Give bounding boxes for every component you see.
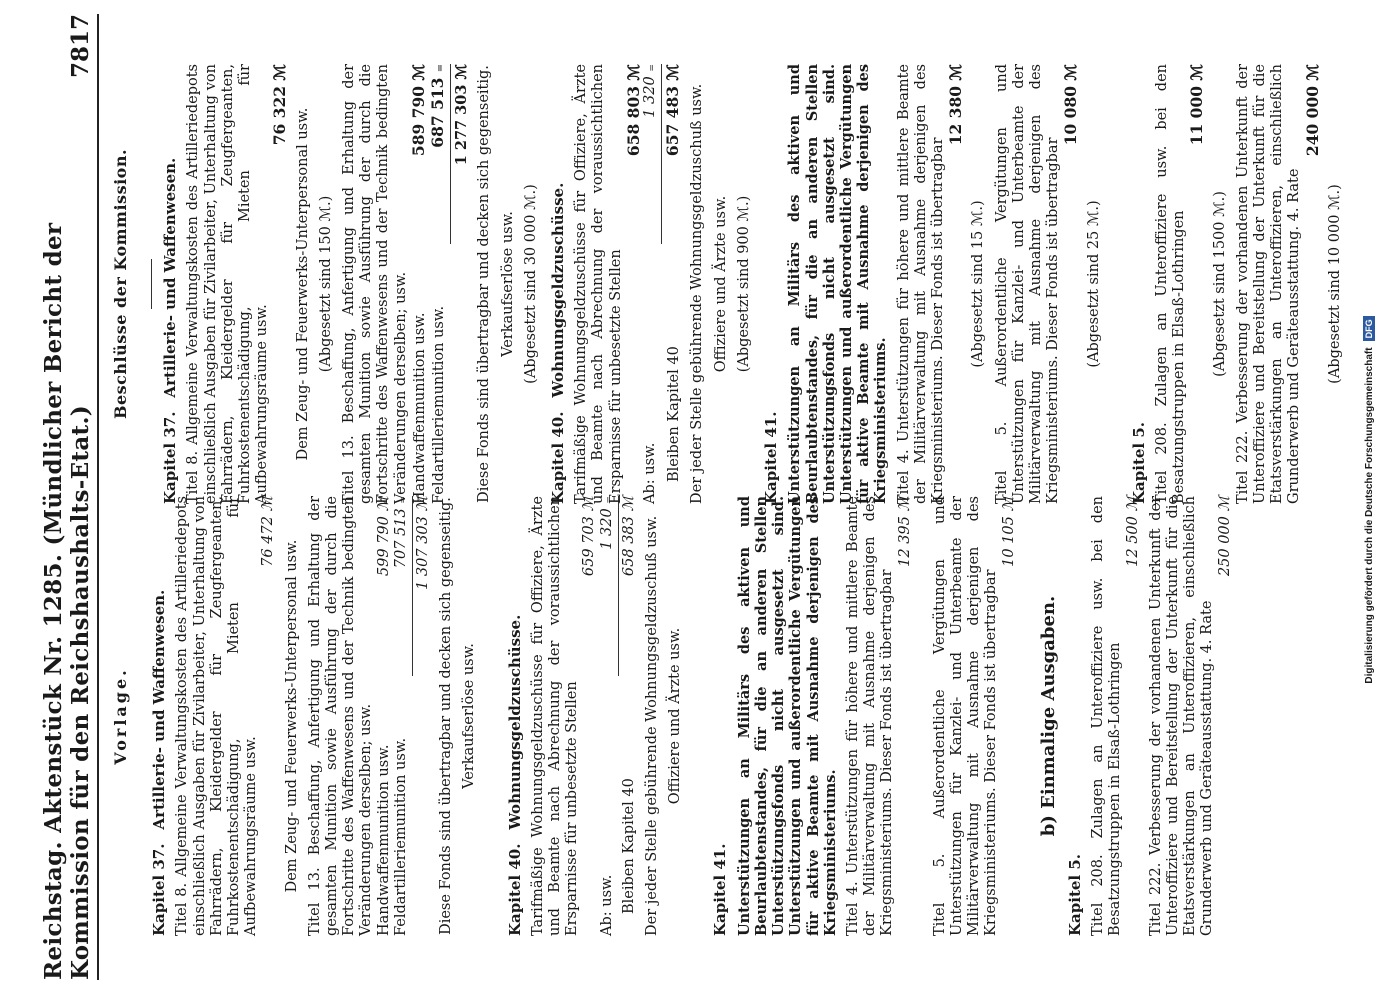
note: Verkaufserlöse usw. (499, 211, 516, 357)
running-header (40, 14, 99, 980)
note: Der jeder Stelle gebührende Wohnungsgeldzuschuß usw. (689, 83, 706, 504)
note: (Abgesetzt sind 150 ℳ.) (317, 195, 334, 373)
note: (Abgesetzt sind 1500 ℳ.) (1211, 191, 1228, 377)
note: Verkaufserlöse usw. (461, 643, 478, 789)
chapter-heading: Kapitel 5. (1065, 854, 1084, 936)
note: (Abgesetzt sind 30 000 ℳ.) (522, 184, 539, 384)
kapitel-40-text: Tarifmäßige Wohnungsgeldzuschüsse für Offiziere, Ärzte und Beamte nach Abrechnung der voraussichtlichen Ersparnisse für unbesetzte Stellen 658 803 ℳ Ab: usw. 1 320 ₌ Bleiben Kapitel 40 657 483 ℳ (573, 64, 683, 504)
titel-208: Titel 208. Zulagen an Unteroffiziere usw. bei den Besatzungstruppen in Elsaß-Lothringen 12 500 ℳ (1090, 496, 1141, 936)
column-heading: Beschlüsse der Kommission. (111, 148, 130, 420)
section-heading: b) Einmalige Ausgaben. (1037, 595, 1059, 837)
credit-text: Digitalisierung gefördert durch die Deutsche Forschungsgemeinschaft (1363, 347, 1375, 684)
titel-222: Titel 222. Verbesserung der vorhandenen Unterkunft der Unteroffiziere und Bereitstellung der Unterkunft für die Etatsverstärkungen an Unteroffizieren, einschließlich Grunderwerb und Geräteausstattung. 4. Rate 240 000 ℳ (1234, 64, 1322, 504)
sum-rule (450, 64, 451, 244)
column-heading: Vorlage. (111, 667, 130, 765)
note: Diese Fonds sind übertragbar und decken sich gegenseitig. (438, 497, 455, 935)
page-title: Reichstag. Aktenstück Nr. 1285. (Mündlicher Bericht der Kommission für den Reichshaushalts-Etat.) (40, 222, 94, 980)
chapter-heading: Kapitel 37.Artillerie- und Waffenwesen. (161, 157, 180, 504)
note: (Abgesetzt sind 10 000 ℳ.) (1326, 184, 1343, 384)
chapter-heading: Kapitel 5. (1129, 422, 1148, 504)
note: (Abgesetzt sind 15 ℳ.) (970, 200, 987, 368)
chapter-heading: Kapitel 41. (711, 843, 730, 936)
note: Diese Fonds sind übertragbar und decken sich gegenseitig. (476, 65, 493, 503)
titel-208: Titel 208. Zulagen an Unteroffiziere usw. bei den Besatzungstruppen in Elsaß-Lothringen 11 000 ℳ (1153, 64, 1207, 504)
titel-8: Titel 8. Allgemeine Verwaltungskosten des Artilleriedepots einschließlich Ausgaben für Zivilarbeiter, Unterhaltung von Fahrrädern, Kleidergelder für Zeugfergeanten, Fuhrkostenentschädigung, Mieten für Aufbewahrungsräume usw. 76 322 ℳ (185, 64, 290, 504)
titel-13: Titel 13. Beschaffung, Anfertigung und Erhaltung der gesamten Munition sowie Ausführung der durch die Fortschritte des Waffenwesens und der Technik bedingten Veränderungen derselben; usw. Handwaffenmunition usw. 599 790 ℳ Feldartilleriemunition usw. 707 513 ₌ 1 307 303 ℳ (306, 496, 432, 936)
note: Dem Zeug- und Feuerwerks-Unterpersonal usw. (283, 539, 300, 893)
titel-5: Titel 5. Außerordentliche Vergütungen und Unterstützungen für Kanzlei- und Unterbeamte der Militärverwaltung mit Ausnahme derjenigen des Kriegsministeriums. Dieser Fonds ist übertragbar 10 105 ℳ (931, 496, 1017, 936)
titel-4: Titel 4. Unterstützungen für höhere und mittlere Beamte der Militärverwaltung mit Ausnahme derjenigen des Kriegsministeriums. Dieser Fonds ist übertragbar 12 380 ℳ (895, 64, 966, 504)
titel-13: Titel 13. Beschaffung, Anfertigung und Erhaltung der gesamten Munition sowie Ausführung der durch die Fortschritte des Waffenwesens und der Technik bedingten Veränderungen derselben; usw. Handwaffenmunition usw. 589 790 ℳ Feldartilleriemunition usw. 687 513 ₌ 1 277 303 ℳ (341, 64, 471, 504)
note: (Abgesetzt sind 25 ℳ.) (1085, 200, 1102, 368)
dfg-credit (1360, 6, 1378, 994)
chapter-heading: Kapitel 40.Wohnungsgeldzuschüsse. (549, 182, 568, 504)
titel-5: Titel 5. Außerordentliche Vergütungen und Unterstützungen für Kanzlei- und Unterbeamte der Militärverwaltung mit Ausnahme derjenigen des Kriegsministeriums. Dieser Fonds ist übertragbar 10 080 ℳ (993, 64, 1081, 504)
kapitel-40-text: Tarifmäßige Wohnungsgeldzuschüsse für Offiziere, Ärzte und Beamte nach Abrechnung der voraussichtlichen Ersparnisse für unbesetzte Stellen 659 703 ℳ Ab: usw. 1 320 ₌ Bleiben Kapitel 40 658 383 ℳ (529, 496, 637, 936)
note: (Abgesetzt sind 900 ℳ.) (735, 195, 752, 373)
amount: 76 472 ℳ (260, 496, 277, 567)
note: Der jeder Stelle gebührende Wohnungsgeldzuschuß usw. (644, 515, 661, 936)
column-beschluesse (108, 64, 1350, 504)
chapter-description: Unterstützungen an Militärs des aktiven und Beurlaubtenstandes, für die an anderen Stellen Unterstützungsfonds nicht ausgesetzt sind. Unterstützungen und außerordentliche Vergütungen für aktive Beamte mit Ausnahme derjenigen des Kriegsministeriums. (786, 64, 890, 504)
sum-rule (412, 496, 413, 676)
titel-4: Titel 4. Unterstützungen für höhere und mittlere Beamte der Militärverwaltung mit Ausnahme derjenigen des Kriegsministeriums. Dieser Fonds ist übertragbar 12 395 ℳ (844, 496, 913, 936)
titel-222: Titel 222. Verbesserung der vorhandenen Unterkunft der Unteroffiziere und Bereitstellung der Unterkunft für die Etatsverstärkungen an Unteroffizieren, einschließlich Grunderwerb und Geräteausstattung. 4. Rate 250 000 ℳ (1147, 496, 1233, 936)
sum-rule (618, 496, 619, 676)
sum: 1 277 303 ℳ (453, 64, 471, 166)
chapter-description: Unterstützungen an Militärs des aktiven und Beurlaubtenstandes, für die an anderen Stellen Unterstützungsfonds nicht ausgesetzt sind. Unterstützungen und außerordentliche Vergütungen für aktive Beamte mit Ausnahme derjenigen des Kriegsministeriums. (735, 496, 839, 936)
page-number: 7817 (67, 14, 94, 79)
chapter-heading: Kapitel 37.Artillerie- und Waffenwesen. (150, 589, 169, 936)
sum-rule (661, 64, 662, 244)
chapter-heading: Kapitel 41. (762, 411, 781, 504)
divider (151, 259, 152, 309)
dfg-logo: DFG (1363, 316, 1375, 341)
amount: 707 513 ₌ (392, 496, 409, 569)
column-vorlage (108, 496, 1240, 936)
note: Offiziere und Ärzte usw. (667, 627, 684, 805)
note: Dem Zeug- und Feuerwerks-Unterpersonal usw. (294, 107, 311, 461)
amount: 599 790 ℳ (375, 496, 392, 577)
titel-8: Titel 8. Allgemeine Verwaltungskosten des Artilleriedepots einschließlich Ausgaben für Zivilarbeiter, Unterhaltung von Fahrrädern, Kleidergelder für Zeugfergeanten, Fuhrkostenentschädigung, Mieten für Aufbewahrungsräume usw. 76 472 ℳ (174, 496, 277, 936)
note: Offiziere und Ärzte usw. (712, 195, 729, 373)
sum: 1 307 303 ℳ (415, 496, 432, 590)
chapter-heading: Kapitel 40.Wohnungsgeldzuschüsse. (505, 614, 524, 936)
